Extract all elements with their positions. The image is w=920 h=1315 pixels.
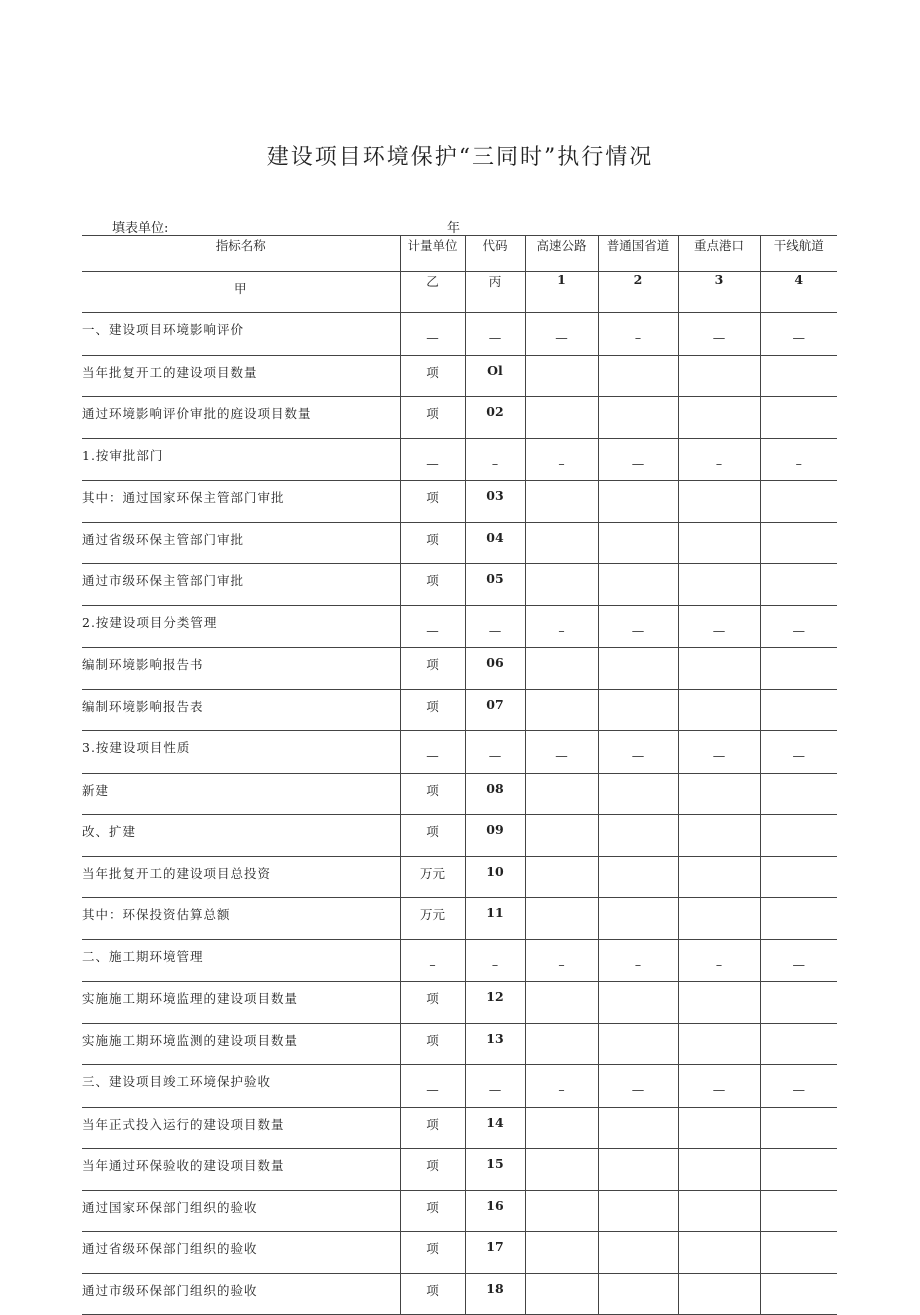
row-value-cell[interactable] (760, 982, 837, 1024)
row-dash-cell: – (598, 313, 678, 356)
table-row (82, 898, 837, 940)
row-unit: 万元 (400, 898, 465, 940)
row-value-cell[interactable] (678, 815, 760, 857)
row-dash-cell: — (760, 605, 837, 648)
row-unit: 项 (400, 1107, 465, 1149)
subheader-code: 丙 (465, 272, 525, 313)
row-value-cell[interactable] (678, 1023, 760, 1065)
table-row (82, 773, 837, 815)
row-code: — (465, 731, 525, 774)
header-name: 指标名称 (82, 236, 400, 272)
fill-unit-label: 填表单位: (112, 221, 169, 236)
row-dash-cell: – (760, 438, 837, 481)
row-value-cell[interactable] (678, 898, 760, 940)
row-dash-cell: — (598, 438, 678, 481)
row-value-cell[interactable] (525, 1190, 598, 1232)
header-row (82, 236, 837, 272)
row-value-cell[interactable] (678, 1273, 760, 1315)
row-code: 11 (465, 898, 525, 940)
row-code: Ol (465, 355, 525, 397)
row-unit: 项 (400, 1149, 465, 1191)
row-value-cell[interactable] (760, 564, 837, 606)
row-value-cell[interactable] (598, 1023, 678, 1065)
row-value-cell[interactable] (525, 1273, 598, 1315)
row-name: 二、施工期环境管理 (82, 939, 400, 982)
subheader-col-1: 1 (525, 272, 598, 313)
row-value-cell[interactable] (760, 1149, 837, 1191)
row-unit: 项 (400, 564, 465, 606)
row-value-cell[interactable] (760, 1273, 837, 1315)
row-unit: 项 (400, 773, 465, 815)
row-unit: 项 (400, 815, 465, 857)
table-row (82, 1273, 837, 1315)
row-value-cell[interactable] (525, 689, 598, 731)
row-code: 13 (465, 1023, 525, 1065)
row-value-cell[interactable] (678, 397, 760, 439)
row-dash-cell: — (525, 313, 598, 356)
subheader-col-3: 3 (678, 272, 760, 313)
row-value-cell[interactable] (525, 898, 598, 940)
row-name: 当年正式投入运行的建设项目数量 (82, 1107, 400, 1149)
row-value-cell[interactable] (760, 481, 837, 523)
table-row (82, 1190, 837, 1232)
row-value-cell[interactable] (760, 773, 837, 815)
table-row (82, 1232, 837, 1274)
row-name: 当年批复开工的建设项目数量 (82, 355, 400, 397)
row-name: 通过市级环保部门组织的验收 (82, 1273, 400, 1315)
row-code: 02 (465, 397, 525, 439)
row-value-cell[interactable] (598, 689, 678, 731)
row-code: 10 (465, 856, 525, 898)
row-code: 03 (465, 481, 525, 523)
year-label: 年 (447, 221, 461, 236)
table-row (82, 856, 837, 898)
row-name: 三、建设项目竣工环境保护验收 (82, 1065, 400, 1108)
row-dash-cell: — (678, 605, 760, 648)
row-name: 编制环境影响报告书 (82, 648, 400, 690)
row-unit: 项 (400, 355, 465, 397)
row-value-cell[interactable] (760, 689, 837, 731)
row-unit: — (400, 731, 465, 774)
subheader-unit: 乙 (400, 272, 465, 313)
row-value-cell[interactable] (678, 856, 760, 898)
row-unit: 项 (400, 1232, 465, 1274)
row-value-cell[interactable] (678, 773, 760, 815)
row-value-cell[interactable] (598, 815, 678, 857)
row-value-cell[interactable] (760, 856, 837, 898)
row-value-cell[interactable] (678, 1107, 760, 1149)
header-col-highway: 高速公路 (525, 236, 598, 272)
row-value-cell[interactable] (525, 815, 598, 857)
row-code: — (465, 1065, 525, 1108)
row-value-cell[interactable] (598, 1190, 678, 1232)
row-name: 通过省级环保主管部门审批 (82, 522, 400, 564)
row-code: 16 (465, 1190, 525, 1232)
row-name: 改、扩建 (82, 815, 400, 857)
row-value-cell[interactable] (598, 564, 678, 606)
table-row (82, 648, 837, 690)
row-value-cell[interactable] (598, 898, 678, 940)
row-value-cell[interactable] (525, 856, 598, 898)
row-name: 通过国家环保部门组织的验收 (82, 1190, 400, 1232)
row-name: 当年通过环保验收的建设项目数量 (82, 1149, 400, 1191)
row-value-cell[interactable] (760, 815, 837, 857)
row-dash-cell: – (525, 605, 598, 648)
row-dash-cell: — (598, 731, 678, 774)
table-row (82, 564, 837, 606)
row-unit: 项 (400, 1023, 465, 1065)
row-unit: 项 (400, 397, 465, 439)
row-name: 通过环境影响评价审批的庭设项目数量 (82, 397, 400, 439)
row-value-cell[interactable] (760, 355, 837, 397)
table-row (82, 1107, 837, 1149)
row-dash-cell: — (678, 731, 760, 774)
row-value-cell[interactable] (525, 773, 598, 815)
row-value-cell[interactable] (598, 522, 678, 564)
row-code: 14 (465, 1107, 525, 1149)
table-row (82, 982, 837, 1024)
row-dash-cell: – (525, 1065, 598, 1108)
header-unit: 计量单位 (400, 236, 465, 272)
report-table (82, 235, 837, 1315)
row-code: 07 (465, 689, 525, 731)
row-value-cell[interactable] (598, 773, 678, 815)
row-value-cell[interactable] (598, 1273, 678, 1315)
row-value-cell[interactable] (678, 982, 760, 1024)
row-value-cell[interactable] (525, 522, 598, 564)
table-row (82, 355, 837, 397)
row-code: 08 (465, 773, 525, 815)
row-value-cell[interactable] (525, 1232, 598, 1274)
subheader-name: 甲 (82, 272, 400, 313)
table-row (82, 1023, 837, 1065)
row-value-cell[interactable] (598, 982, 678, 1024)
row-value-cell[interactable] (760, 397, 837, 439)
row-value-cell[interactable] (760, 648, 837, 690)
row-value-cell[interactable] (598, 1232, 678, 1274)
row-dash-cell: — (525, 731, 598, 774)
row-name: 实施施工期环境监测的建设项目数量 (82, 1023, 400, 1065)
row-name: 其中：环保投资估算总额 (82, 898, 400, 940)
row-unit: 项 (400, 982, 465, 1024)
row-value-cell[interactable] (760, 898, 837, 940)
row-dash-cell: — (760, 731, 837, 774)
row-value-cell[interactable] (678, 522, 760, 564)
row-value-cell[interactable] (598, 1149, 678, 1191)
row-value-cell[interactable] (678, 355, 760, 397)
row-value-cell[interactable] (598, 355, 678, 397)
header-col-port: 重点港口 (678, 236, 760, 272)
row-unit: — (400, 438, 465, 481)
row-dash-cell: — (598, 1065, 678, 1108)
row-name: 实施施工期环境监理的建设项目数量 (82, 982, 400, 1024)
row-dash-cell: — (760, 939, 837, 982)
row-value-cell[interactable] (760, 1232, 837, 1274)
table-row (82, 397, 837, 439)
table-row (82, 1149, 837, 1191)
subheader-col-2: 2 (598, 272, 678, 313)
row-unit: — (400, 1065, 465, 1108)
row-dash-cell: — (678, 1065, 760, 1108)
row-dash-cell: – (525, 939, 598, 982)
table-row (82, 481, 837, 523)
table-row (82, 689, 837, 731)
row-value-cell[interactable] (525, 397, 598, 439)
subheader-row (82, 272, 837, 313)
row-name: 新建 (82, 773, 400, 815)
row-code: — (465, 605, 525, 648)
row-code: 18 (465, 1273, 525, 1315)
row-value-cell[interactable] (760, 1023, 837, 1065)
row-name: 2.按建设项目分类管理 (82, 605, 400, 648)
row-code: – (465, 939, 525, 982)
row-value-cell[interactable] (525, 1023, 598, 1065)
row-value-cell[interactable] (525, 982, 598, 1024)
row-name: 通过省级环保部门组织的验收 (82, 1232, 400, 1274)
row-code: — (465, 313, 525, 356)
row-name: 通过市级环保主管部门审批 (82, 564, 400, 606)
table-row (82, 731, 837, 774)
row-code: 12 (465, 982, 525, 1024)
row-code: – (465, 438, 525, 481)
row-unit: 项 (400, 1273, 465, 1315)
row-value-cell[interactable] (525, 355, 598, 397)
row-dash-cell: – (678, 438, 760, 481)
row-code: 04 (465, 522, 525, 564)
table-row (82, 815, 837, 857)
row-dash-cell: — (678, 313, 760, 356)
row-unit: — (400, 313, 465, 356)
row-code: 15 (465, 1149, 525, 1191)
row-value-cell[interactable] (525, 564, 598, 606)
row-value-cell[interactable] (598, 397, 678, 439)
row-value-cell[interactable] (598, 481, 678, 523)
page-title: 建设项目环境保护“三同时”执行情况 (266, 145, 654, 170)
row-value-cell[interactable] (525, 481, 598, 523)
row-unit: 项 (400, 481, 465, 523)
row-value-cell[interactable] (760, 1107, 837, 1149)
row-value-cell[interactable] (678, 689, 760, 731)
subheader-col-4: 4 (760, 272, 837, 313)
row-value-cell[interactable] (525, 648, 598, 690)
table-row (82, 1065, 837, 1108)
row-name: 编制环境影响报告表 (82, 689, 400, 731)
row-name: 当年批复开工的建设项目总投资 (82, 856, 400, 898)
header-code: 代码 (465, 236, 525, 272)
row-dash-cell: – (678, 939, 760, 982)
row-value-cell[interactable] (598, 1107, 678, 1149)
row-code: 17 (465, 1232, 525, 1274)
row-value-cell[interactable] (525, 1149, 598, 1191)
table-row (82, 939, 837, 982)
row-unit: 万元 (400, 856, 465, 898)
row-value-cell[interactable] (678, 564, 760, 606)
row-value-cell[interactable] (525, 1107, 598, 1149)
row-dash-cell: – (525, 438, 598, 481)
row-name: 3.按建设项目性质 (82, 731, 400, 774)
row-code: 05 (465, 564, 525, 606)
row-unit: 项 (400, 648, 465, 690)
row-value-cell[interactable] (678, 1149, 760, 1191)
header-col-waterway: 干线航道 (760, 236, 837, 272)
row-name: 1.按审批部门 (82, 438, 400, 481)
row-dash-cell: — (760, 313, 837, 356)
row-unit: – (400, 939, 465, 982)
row-value-cell[interactable] (760, 522, 837, 564)
header-col-national-road: 普通国省道 (598, 236, 678, 272)
row-unit: — (400, 605, 465, 648)
row-value-cell[interactable] (678, 481, 760, 523)
row-dash-cell: — (760, 1065, 837, 1108)
row-name: 其中：通过国家环保主管部门审批 (82, 481, 400, 523)
row-code: 06 (465, 648, 525, 690)
table-row (82, 605, 837, 648)
row-value-cell[interactable] (678, 1190, 760, 1232)
table-row (82, 522, 837, 564)
row-value-cell[interactable] (598, 648, 678, 690)
row-name: 一、建设项目环境影响评价 (82, 313, 400, 356)
row-unit: 项 (400, 522, 465, 564)
row-dash-cell: — (598, 605, 678, 648)
row-unit: 项 (400, 689, 465, 731)
row-value-cell[interactable] (760, 1190, 837, 1232)
row-code: 09 (465, 815, 525, 857)
table-row (82, 438, 837, 481)
row-unit: 项 (400, 1190, 465, 1232)
row-value-cell[interactable] (678, 1232, 760, 1274)
row-value-cell[interactable] (598, 856, 678, 898)
table-row (82, 313, 837, 356)
row-value-cell[interactable] (678, 648, 760, 690)
row-dash-cell: – (598, 939, 678, 982)
